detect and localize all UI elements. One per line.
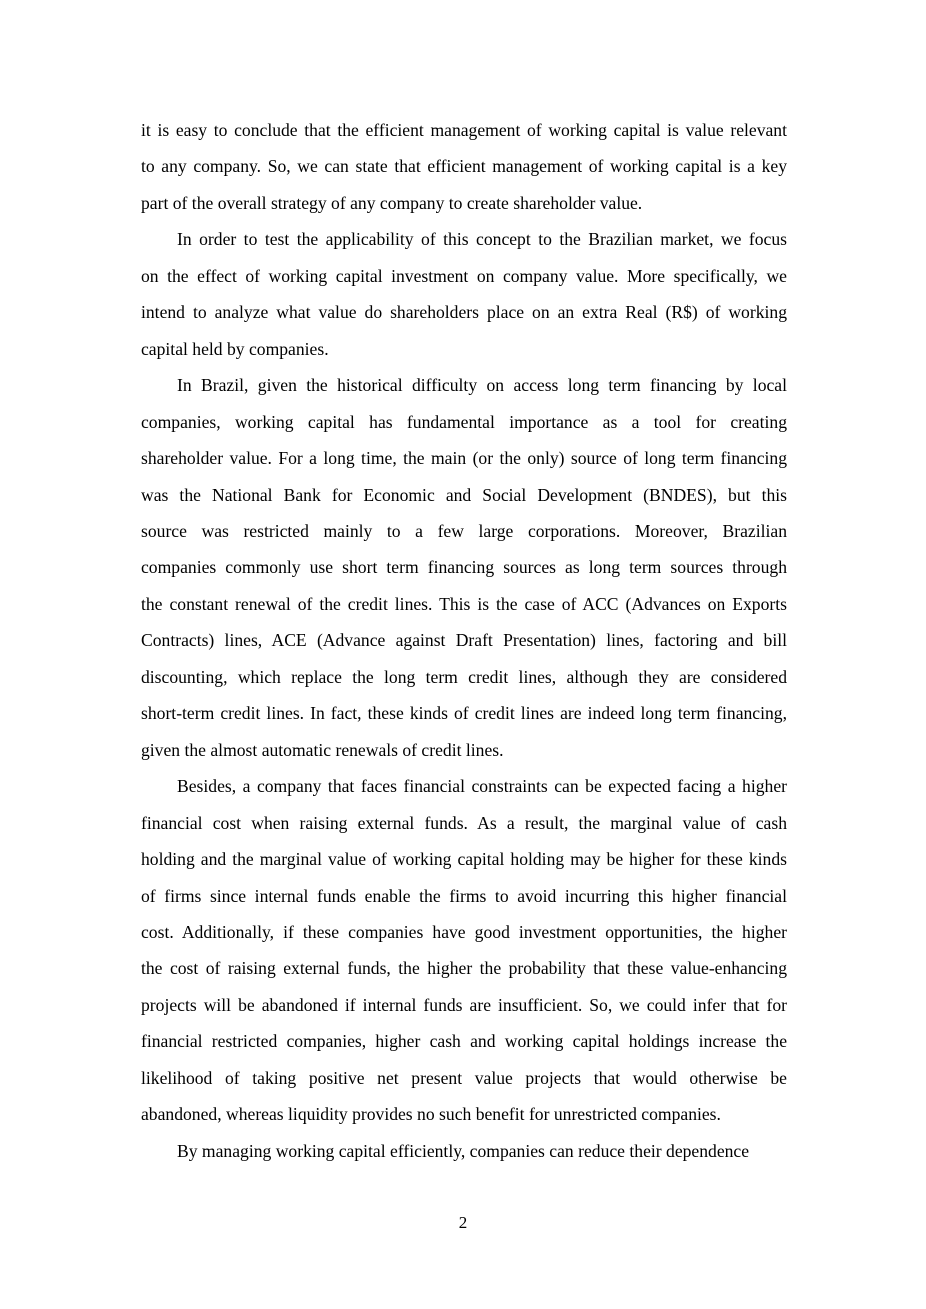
- text-line: given the almost automatic renewals of credit lines.: [141, 739, 504, 760]
- text-line: short-term credit lines. In fact, these kinds of credit lines are indeed long term financing,: [141, 703, 787, 724]
- text-line: capital held by companies.: [141, 338, 329, 359]
- paragraph: [141, 768, 787, 1133]
- text-line: financial restricted companies, higher cash and working capital holdings increase the: [141, 1031, 787, 1052]
- text-line: holding and the marginal value of working capital holding may be higher for these kinds: [141, 849, 787, 870]
- page-number: 2: [458, 1213, 468, 1232]
- text-line: abandoned, whereas liquidity provides no such benefit for unrestricted companies.: [141, 1104, 721, 1125]
- text-line: financial cost when raising external funds. As a result, the marginal value of cash: [141, 812, 787, 833]
- text-line: companies, working capital has fundamental importance as a tool for creating: [141, 411, 787, 432]
- paragraph: [141, 367, 787, 768]
- text-line: In Brazil, given the historical difficulty on access long term financing by local: [177, 375, 787, 396]
- text-line: projects will be abandoned if internal funds are insufficient. So, we could infer that for: [141, 994, 787, 1015]
- text-line: to any company. So, we can state that efficient management of working capital is a key: [141, 156, 787, 177]
- text-line: of firms since internal funds enable the firms to avoid incurring this higher financial: [141, 885, 787, 906]
- text-line: By managing working capital efficiently, companies can reduce their dependence: [177, 1140, 750, 1161]
- text-line: Besides, a company that faces financial constraints can be expected facing a higher: [177, 776, 787, 797]
- paragraph: [141, 1133, 787, 1169]
- text-line: intend to analyze what value do shareholders place on an extra Real (R$) of working: [141, 302, 787, 323]
- paragraph: [141, 221, 787, 367]
- text-line: it is easy to conclude that the efficient management of working capital is value relevant: [141, 120, 787, 140]
- paragraph: [141, 112, 787, 221]
- text-line: was the National Bank for Economic and Social Development (BNDES), but this: [141, 484, 787, 505]
- body-text: [141, 112, 787, 1169]
- text-line: the constant renewal of the credit lines. This is the case of ACC (Advances on Exports: [141, 593, 787, 614]
- text-line: cost. Additionally, if these companies have good investment opportunities, the higher: [141, 921, 787, 942]
- text-line: likelihood of taking positive net present value projects that would otherwise be: [141, 1067, 787, 1088]
- text-line: the cost of raising external funds, the higher the probability that these value-enhancing: [141, 958, 787, 979]
- text-line: In order to test the applicability of this concept to the Brazilian market, we focus: [177, 229, 787, 250]
- text-line: discounting, which replace the long term credit lines, although they are considered: [141, 666, 787, 687]
- text-line: companies commonly use short term financing sources as long term sources through: [141, 557, 787, 578]
- text-line: part of the overall strategy of any company to create shareholder value.: [141, 192, 643, 213]
- text-line: shareholder value. For a long time, the main (or the only) source of long term financing: [141, 448, 787, 469]
- text-line: on the effect of working capital investment on company value. More specifically, we: [141, 265, 787, 286]
- text-line: source was restricted mainly to a few large corporations. Moreover, Brazilian: [141, 520, 787, 541]
- text-line: Contracts) lines, ACE (Advance against Draft Presentation) lines, factoring and bill: [141, 630, 787, 651]
